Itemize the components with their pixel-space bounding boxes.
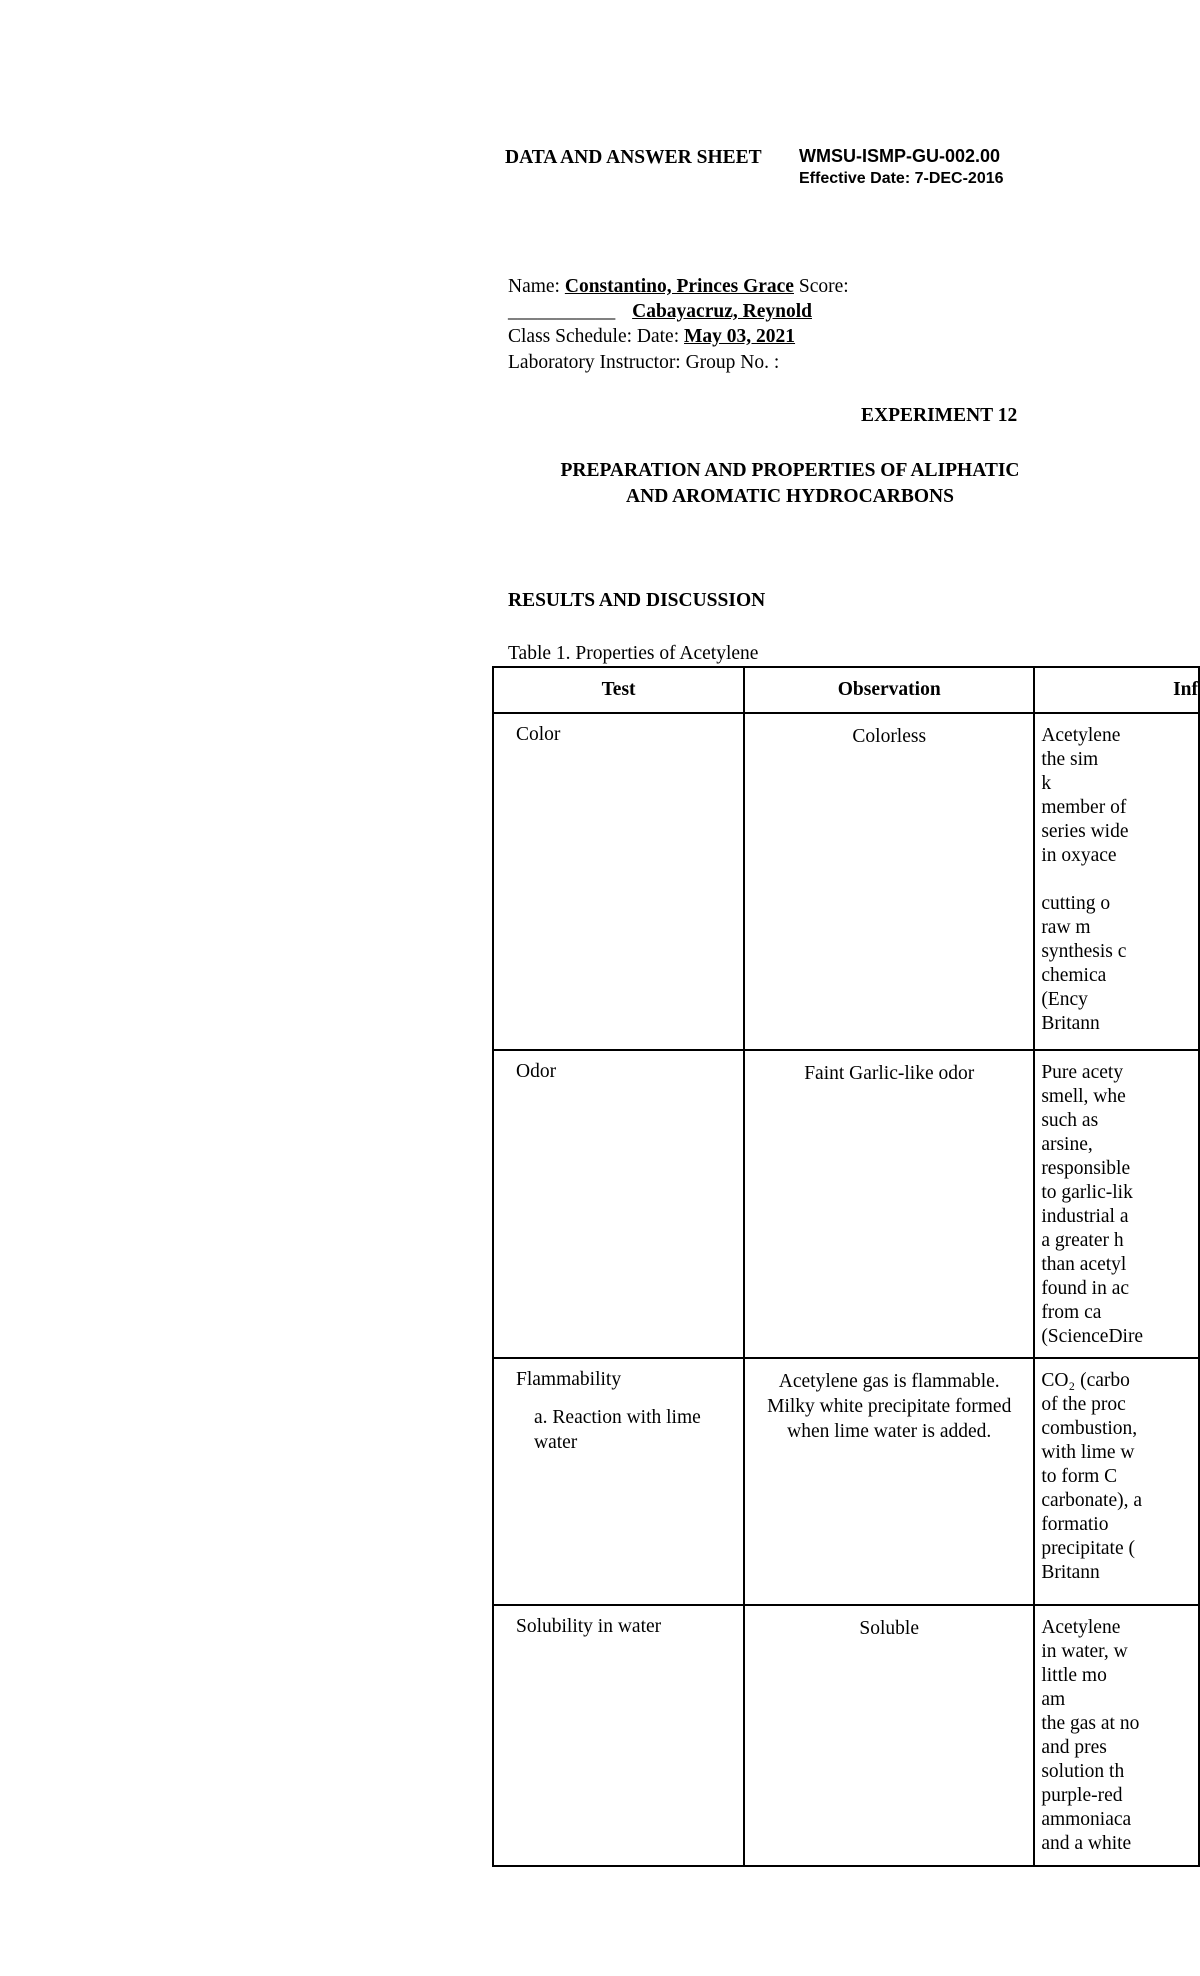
header-inference: Inf — [1034, 667, 1199, 713]
inference-line: (ScienceDire — [1041, 1326, 1144, 1347]
inference-line: cutting o — [1041, 893, 1111, 914]
table-caption: Table 1. Properties of Acetylene — [508, 643, 759, 664]
test-name: Odor — [516, 1061, 557, 1082]
properties-table — [492, 666, 1200, 1867]
inference-line: (Ency — [1041, 989, 1088, 1010]
subtest-name: a. Reaction with lime water — [534, 1407, 701, 1453]
inference-line: to form C — [1041, 1466, 1118, 1487]
table-row — [493, 713, 1199, 1050]
sheet-title: DATA AND ANSWER SHEET — [505, 147, 762, 168]
test-name: Color — [516, 724, 561, 745]
test-cell — [493, 1605, 744, 1866]
inference-line: precipitate ( — [1041, 1538, 1135, 1559]
header-test: Test — [493, 667, 744, 713]
inference-line: in oxyace — [1041, 845, 1117, 866]
inference-line: arsine, — [1041, 1134, 1093, 1155]
inference-line: raw m — [1041, 917, 1091, 938]
inference-line: ammoniaca — [1041, 1809, 1132, 1830]
inference-line: Britann — [1041, 1562, 1100, 1583]
inference-line: Britann — [1041, 1013, 1100, 1034]
name-value: Constantino, Princes Grace — [564, 276, 794, 297]
test-cell — [493, 1050, 744, 1358]
effective-date: Effective Date: 7-DEC-2016 — [799, 170, 1004, 187]
inference-line: series wide — [1041, 821, 1129, 842]
inference-line: little mo — [1041, 1665, 1107, 1686]
schedule-label: Class Schedule: Date: — [508, 326, 680, 347]
document-code: WMSU-ISMP-GU-002.00 — [799, 146, 1001, 166]
table-row — [493, 1050, 1199, 1358]
table-row — [493, 1605, 1199, 1866]
inference-line — [1041, 868, 1198, 892]
score-label: Score: — [798, 276, 849, 297]
observation-cell: Faint Garlic-like odor — [744, 1050, 1034, 1358]
schedule-line — [508, 326, 795, 348]
inference-line: found in ac — [1041, 1278, 1130, 1299]
inference-line: the gas at no — [1041, 1713, 1140, 1734]
name-label: Name: — [508, 276, 560, 297]
inference-line: the sim — [1041, 749, 1099, 770]
table-header-row — [493, 667, 1199, 713]
date-value: May 03, 2021 — [684, 326, 796, 347]
test-name: Flammability — [516, 1369, 622, 1390]
inference-line: CO₂ (carbo — [1041, 1370, 1130, 1391]
inference-line: combustion, — [1041, 1418, 1138, 1439]
inference-line: solution th — [1041, 1761, 1125, 1782]
inference-cell — [1034, 1050, 1199, 1358]
inference-line: purple-red — [1041, 1785, 1123, 1806]
experiment-number: EXPERIMENT 12 — [861, 405, 1018, 426]
inference-cell — [1034, 1605, 1199, 1866]
inference-line: Acetylene — [1041, 725, 1121, 746]
name-line — [508, 276, 849, 298]
inference-line: formatio — [1041, 1514, 1109, 1535]
header-observation: Observation — [744, 667, 1034, 713]
inference-line: than acetyl — [1041, 1254, 1127, 1275]
inference-line: of the proc — [1041, 1394, 1126, 1415]
test-cell — [493, 713, 744, 1050]
name-value-2: Cabayacruz, Reynold — [632, 301, 812, 322]
inference-cell — [1034, 713, 1199, 1050]
inference-line: smell, whe — [1041, 1086, 1126, 1107]
observation-cell: Colorless — [744, 713, 1034, 1050]
inference-line: industrial a — [1041, 1206, 1129, 1227]
inference-line: member of — [1041, 797, 1127, 818]
inference-line: and pres — [1041, 1737, 1107, 1758]
inference-line: chemica — [1041, 965, 1107, 986]
second-name-line — [508, 301, 812, 323]
inference-line: k — [1041, 773, 1052, 794]
inference-line: a greater h — [1041, 1230, 1124, 1251]
inference-line: to garlic-lik — [1041, 1182, 1133, 1203]
experiment-title: PREPARATION AND PROPERTIES OF ALIPHATIC AND AROMATIC HYDROCARBONS — [560, 460, 1020, 507]
inference-line: with lime w — [1041, 1442, 1135, 1463]
section-title: RESULTS AND DISCUSSION — [508, 590, 766, 611]
inference-line: Pure acety — [1041, 1062, 1124, 1083]
test-cell — [493, 1358, 744, 1605]
observation-cell: Acetylene gas is flammable. Milky white precipitate formed when lime water is added. — [744, 1358, 1034, 1605]
test-name: Solubility in water — [516, 1616, 662, 1637]
observation-cell: Soluble — [744, 1605, 1034, 1866]
table-row — [493, 1358, 1199, 1605]
inference-line: Acetylene — [1041, 1617, 1121, 1638]
inference-line: from ca — [1041, 1302, 1102, 1323]
inference-line: and a white — [1041, 1833, 1132, 1854]
inference-line: in water, w — [1041, 1641, 1128, 1662]
score-blank: ___________ — [508, 301, 616, 322]
instructor-line: Laboratory Instructor: Group No. : — [508, 352, 780, 373]
inference-line: synthesis c — [1041, 941, 1127, 962]
inference-line: such as — [1041, 1110, 1099, 1131]
inference-line: am — [1041, 1689, 1066, 1710]
inference-cell — [1034, 1358, 1199, 1605]
inference-line: carbonate), a — [1041, 1490, 1142, 1511]
inference-line: responsible — [1041, 1158, 1131, 1179]
